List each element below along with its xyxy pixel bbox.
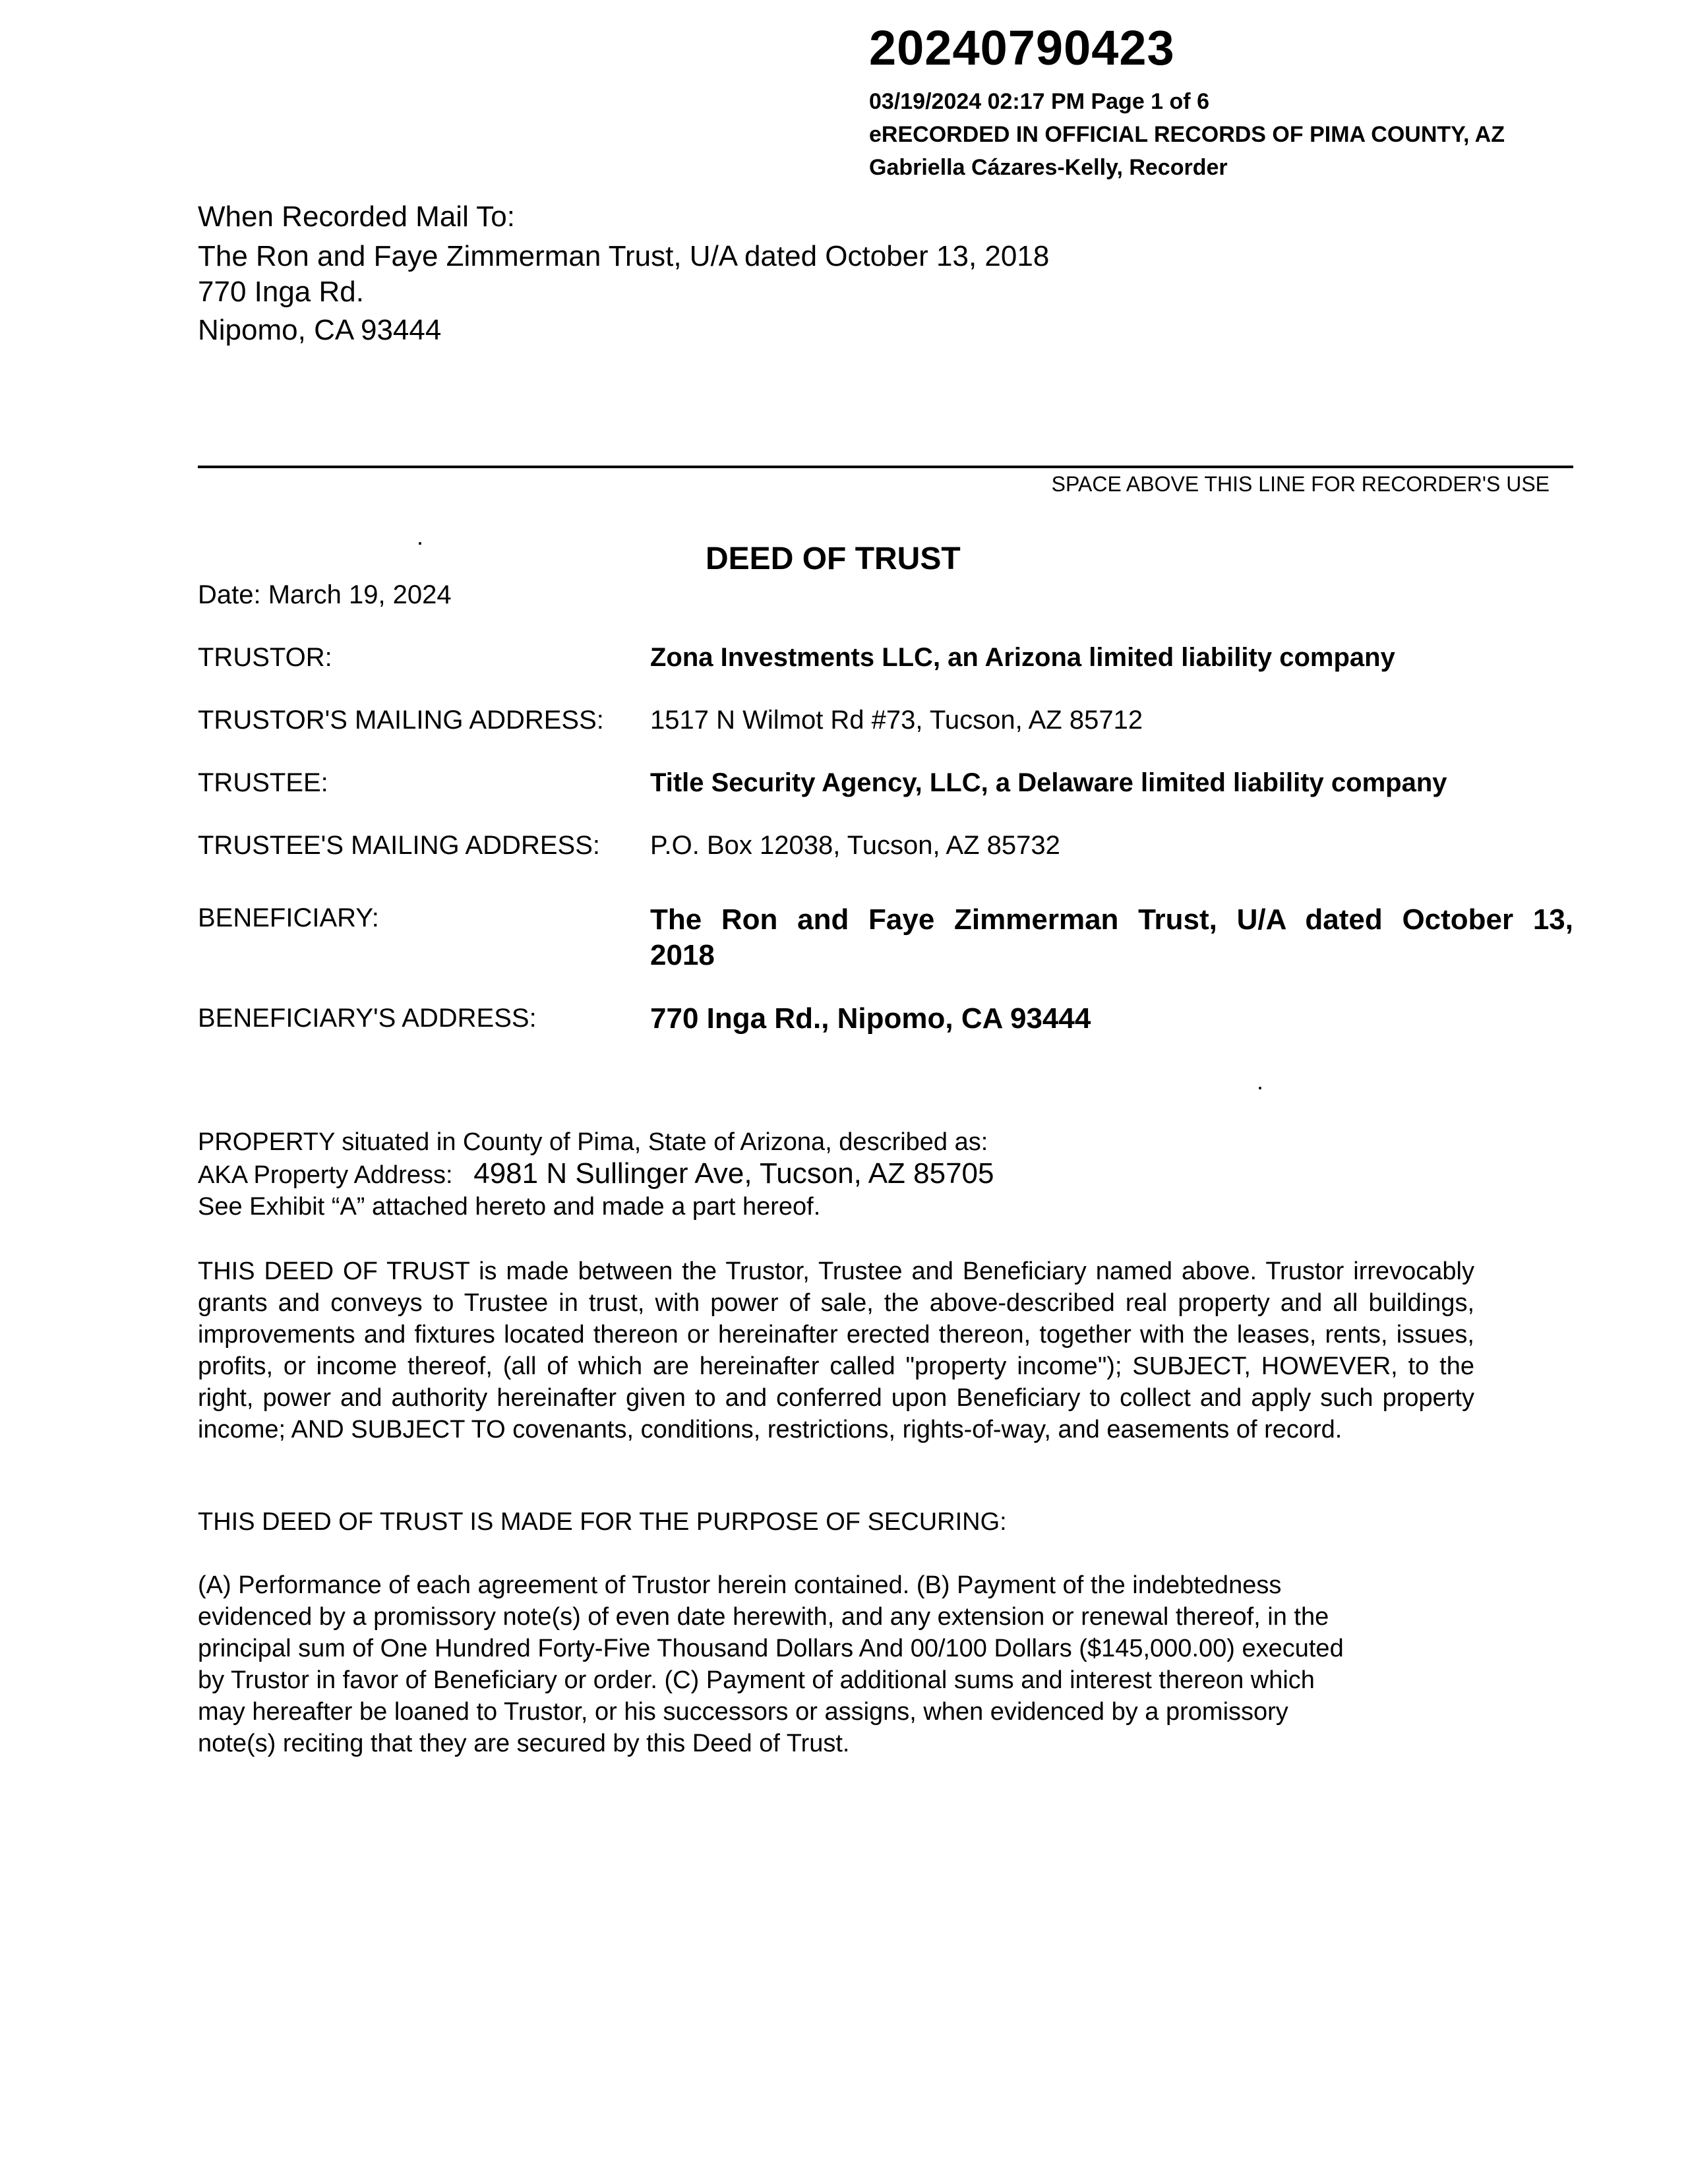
recorder-divider: [198, 466, 1573, 468]
beneficiary-address-label: BENEFICIARY'S ADDRESS:: [198, 1004, 537, 1033]
securing-line: (A) Performance of each agreement of Trustor herein contained. (B) Payment of the indebtedness: [198, 1571, 1282, 1599]
securing-line: note(s) reciting that they are secured by this Deed of Trust.: [198, 1730, 850, 1757]
property-exhibit-line: See Exhibit “A” attached hereto and made a part hereof.: [198, 1193, 821, 1221]
securing-line: by Trustor in favor of Beneficiary or order. (C) Payment of additional sums and interest thereon which: [198, 1666, 1315, 1694]
beneficiary-value-line2: 2018: [650, 939, 715, 971]
document-date: Date: March 19, 2024: [198, 580, 452, 609]
trustee-value: Title Security Agency, LLC, a Delaware limited liability company: [650, 768, 1447, 797]
recorder-name: Gabriella Cázares-Kelly, Recorder: [869, 155, 1228, 180]
property-aka-address: 4981 N Sullinger Ave, Tucson, AZ 85705: [473, 1157, 994, 1190]
property-aka-label: AKA Property Address:: [198, 1161, 453, 1189]
mail-to-city: Nipomo, CA 93444: [198, 314, 442, 346]
document-title: DEED OF TRUST: [706, 541, 961, 576]
mail-to-name: The Ron and Faye Zimmerman Trust, U/A dated October 13, 2018: [198, 240, 1050, 272]
property-description: [198, 1126, 1477, 1223]
mail-to-street: 770 Inga Rd.: [198, 276, 364, 308]
recording-datetime: 03/19/2024 02:17 PM Page 1 of 6: [869, 89, 1209, 114]
recording-office: eRECORDED IN OFFICIAL RECORDS OF PIMA COUNTY, AZ: [869, 122, 1505, 147]
trustor-address-value: 1517 N Wilmot Rd #73, Tucson, AZ 85712: [650, 706, 1143, 735]
trustor-label: TRUSTOR:: [198, 643, 332, 672]
document-number: 20240790423: [869, 20, 1175, 75]
mail-to-heading: When Recorded Mail To:: [198, 200, 515, 233]
securing-line: principal sum of One Hundred Forty-Five Thousand Dollars And 00/100 Dollars ($145,000.00) executed: [198, 1635, 1344, 1662]
trustee-address-value: P.O. Box 12038, Tucson, AZ 85732: [650, 831, 1060, 860]
property-county-line: PROPERTY situated in County of Pima, State of Arizona, described as:: [198, 1128, 988, 1156]
securing-paragraph: [198, 1569, 1477, 1759]
stray-dot: .: [1257, 1068, 1264, 1095]
trustor-value: Zona Investments LLC, an Arizona limited liability company: [650, 643, 1395, 672]
beneficiary-value-line1: The Ron and Faye Zimmerman Trust, U/A dated October 13,: [650, 903, 1573, 936]
securing-line: may hereafter be loaned to Trustor, or his successors or assigns, when evidenced by a promissory: [198, 1698, 1288, 1726]
trustee-label: TRUSTEE:: [198, 768, 328, 797]
stray-dot: .: [417, 523, 424, 550]
trustee-address-label: TRUSTEE'S MAILING ADDRESS:: [198, 831, 600, 860]
securing-line: evidenced by a promissory note(s) of even date herewith, and any extension or renewal thereof, in the: [198, 1603, 1329, 1631]
grant-paragraph: THIS DEED OF TRUST is made between the Trustor, Trustee and Beneficiary named above. Trustor irrevocably grants and conveys to Trustee in trust, with power of sale, the above-described real property and all buildings, improvements and fixtures located thereon or hereinafter erected thereon, together with the leases, rents, issues, profits, or income thereof, (all of which are hereinafter called "property income"); SUBJECT, HOWEVER, to the right, power and authority hereinafter given to and conferred upon Beneficiary to collect and apply such property income; AND SUBJECT TO covenants, conditions, restrictions, rights-of-way, and easements of record.: [198, 1258, 1474, 1443]
beneficiary-label: BENEFICIARY:: [198, 903, 379, 932]
property-aka-line: [198, 1158, 1477, 1191]
beneficiary-address-value: 770 Inga Rd., Nipomo, CA 93444: [650, 1002, 1091, 1035]
purpose-heading: THIS DEED OF TRUST IS MADE FOR THE PURPOSE OF SECURING:: [198, 1508, 1007, 1536]
trustor-address-label: TRUSTOR'S MAILING ADDRESS:: [198, 706, 604, 735]
recorder-space-note: SPACE ABOVE THIS LINE FOR RECORDER'S USE: [1051, 472, 1550, 496]
